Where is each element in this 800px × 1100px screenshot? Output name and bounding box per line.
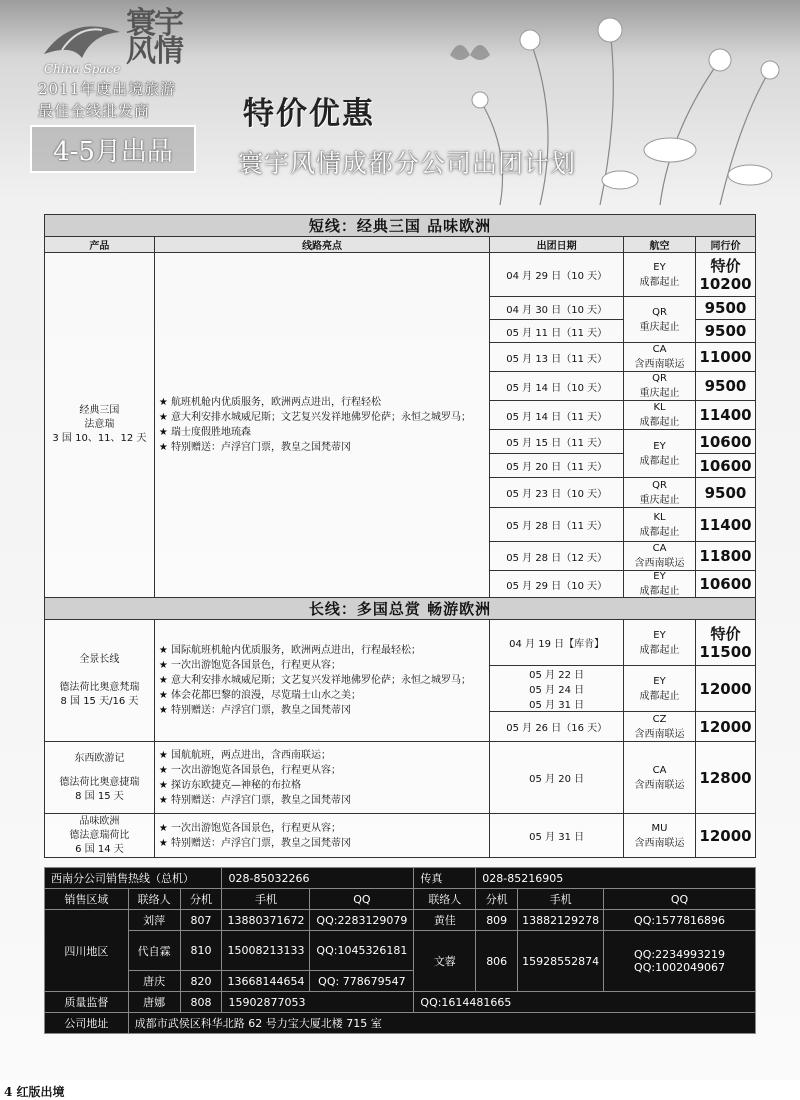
logo [30, 6, 200, 82]
airline: EY 成都起止 [624, 620, 696, 666]
airline: CA 含西南联运 [624, 343, 696, 372]
departure-date: 05 月 23 日（10 天） [490, 478, 624, 508]
header [0, 0, 800, 205]
airline: KL 成都起止 [624, 508, 696, 542]
price: 11400 [695, 508, 755, 542]
col-price: 同行价 [695, 237, 755, 253]
long-product-3: 品味欧洲 德法意瑞荷比 6 国 14 天 [45, 814, 155, 858]
contact-qq: QQ: 778679547 [310, 971, 414, 992]
logo-english: China Space [44, 62, 121, 76]
departure-date: 05 月 28 日（11 天） [490, 508, 624, 542]
hotline-number[interactable]: 028-85032266 [222, 868, 414, 889]
contact-qq: QQ:1045326181 [310, 931, 414, 971]
price: 特价 11500 [695, 620, 755, 666]
page-subtitle: 寰宇风情成都分公司出团计划 [238, 149, 577, 178]
fax-number: 028-85216905 [476, 868, 756, 889]
long-highlights-3: ★ 一次出游饱览各国景色，行程更从容； ★ 特别赠送：卢浮宫门票，教皇之国梵蒂冈 [154, 814, 489, 858]
header-cell: 分机 [180, 889, 222, 910]
contact-ext: 820 [180, 971, 222, 992]
contact-mobile[interactable]: 15008213133 [222, 931, 310, 971]
contact-name: 刘萍 [128, 910, 180, 931]
contact-ext: 806 [476, 931, 518, 992]
departure-date: 04 月 19 日【库肯】 [490, 620, 624, 666]
airline: MU 含西南联运 [624, 814, 696, 858]
departure-date: 04 月 29 日（10 天） [490, 253, 624, 297]
short-product: 经典三国 法意瑞 3 国 10、11、12 天 [45, 253, 155, 598]
qc-name: 唐娜 [128, 992, 180, 1013]
contact-qq: QQ:1577816896 [604, 910, 756, 931]
tagline-2: 最佳全线批发商 [38, 102, 151, 120]
header-cell: 手机 [222, 889, 310, 910]
departure-date: 05 月 11 日（11 天） [490, 320, 624, 343]
price: 11800 [695, 542, 755, 571]
region: 四川地区 [45, 910, 129, 992]
departure-date: 05 月 13 日（11 天） [490, 343, 624, 372]
long-highlights-2: ★ 国航航班，两点进出，含西南联运； ★ 一次出游饱览各国景色，行程更从容； ★ 探访东欧捷克—神秘的布拉格 ★ 特别赠送：卢浮宫门票，教皇之国梵蒂冈 [154, 742, 489, 814]
price: 12000 [695, 814, 755, 858]
col-airline: 航空 [624, 237, 696, 253]
long-product-2: 东西欧游记 德法荷比奥意捷瑞 8 国 15 天 [45, 742, 155, 814]
price: 9500 [695, 320, 755, 343]
col-product: 产品 [45, 237, 155, 253]
col-highlights: 线路亮点 [154, 237, 489, 253]
price: 10600 [695, 571, 755, 598]
price: 11000 [695, 343, 755, 372]
col-date: 出团日期 [490, 237, 624, 253]
header-cell: 分机 [476, 889, 518, 910]
departure-date: 05 月 26 日（16 天） [490, 712, 624, 742]
departure-date: 05 月 20 日（11 天） [490, 454, 624, 478]
address: 成都市武侯区科华北路 62 号力宝大厦北楼 715 室 [128, 1013, 755, 1034]
price: 10600 [695, 454, 755, 478]
qc-label: 质量监督 [45, 992, 129, 1013]
departure-date: 05 月 22 日 05 月 24 日 05 月 31 日 [490, 666, 624, 712]
airline: EY 成都起止 [624, 430, 696, 478]
contact-ext: 807 [180, 910, 222, 931]
tagline-1: 2011年度出境旅游 [38, 80, 177, 98]
contact-ext: 809 [476, 910, 518, 931]
long-section-title: 长线：多国总赏 畅游欧洲 [45, 598, 756, 620]
short-highlights: ★ 航班机舱内优质服务，欧洲两点进出，行程轻松 ★ 意大利安排水城威尼斯；文艺复兴发祥地佛罗伦萨；永恒之城罗马； ★ 瑞士度假胜地琉森 ★ 特别赠送：卢浮宫门票，教皇之国梵蒂冈 [154, 253, 489, 598]
price: 10600 [695, 430, 755, 454]
contact-table [44, 867, 756, 1034]
contact-name: 黄佳 [414, 910, 476, 931]
contact-qq: QQ:2234993219 QQ:1002049067 [604, 931, 756, 992]
departure-date: 05 月 14 日（10 天） [490, 372, 624, 401]
header-cell: 联络人 [128, 889, 180, 910]
contact-qq: QQ:2283129079 [310, 910, 414, 931]
departure-date: 05 月 29 日（10 天） [490, 571, 624, 598]
price: 9500 [695, 372, 755, 401]
header-cell: 销售区域 [45, 889, 129, 910]
long-highlights-1: ★ 国际航班机舱内优质服务，欧洲两点进出，行程最轻松； ★ 一次出游饱览各国景色，行程更从容； ★ 意大利安排水城威尼斯；文艺复兴发祥地佛罗伦萨；永恒之城罗马； ★ 体会花都巴黎的浪漫，尽览瑞士山水之美； ★ 特别赠送：卢浮宫门票，教皇之国梵蒂冈 [154, 620, 489, 742]
price: 9500 [695, 478, 755, 508]
contact-name: 文蓉 [414, 931, 476, 992]
header-cell: 手机 [518, 889, 604, 910]
departure-date: 05 月 31 日 [490, 814, 624, 858]
departure-date: 05 月 14 日（11 天） [490, 401, 624, 430]
contact-name: 代自霖 [128, 931, 180, 971]
qc-mobile[interactable]: 15902877053 [222, 992, 414, 1013]
contact-mobile[interactable]: 13668144654 [222, 971, 310, 992]
header-cell: 联络人 [414, 889, 476, 910]
qc-qq: QQ:1614481665 [414, 992, 756, 1013]
departure-date: 05 月 15 日（11 天） [490, 430, 624, 454]
departure-date: 05 月 28 日（12 天） [490, 542, 624, 571]
price: 12000 [695, 666, 755, 712]
airline: EY 成都起止 [624, 571, 696, 598]
price: 12800 [695, 742, 755, 814]
hotline-label: 西南分公司销售热线（总机） [45, 868, 222, 889]
price: 12000 [695, 712, 755, 742]
price: 特价 10200 [695, 253, 755, 297]
airline: CA 含西南联运 [624, 742, 696, 814]
long-product-1: 全景长线 德法荷比奥意梵瑞 8 国 15 天/16 天 [45, 620, 155, 742]
address-label: 公司地址 [45, 1013, 129, 1034]
airline: QR 重庆起止 [624, 478, 696, 508]
airline: CA 含西南联运 [624, 542, 696, 571]
qc-ext: 808 [180, 992, 222, 1013]
logo-bird-icon [42, 14, 122, 62]
departure-date: 05 月 20 日 [490, 742, 624, 814]
airline: KL 成都起止 [624, 401, 696, 430]
airline: CZ 含西南联运 [624, 712, 696, 742]
contact-mobile[interactable]: 15928552874 [518, 931, 604, 992]
airline: QR 重庆起止 [624, 297, 696, 343]
header-cell: QQ [310, 889, 414, 910]
departure-date: 04 月 30 日（10 天） [490, 297, 624, 320]
airline: QR 重庆起止 [624, 372, 696, 401]
month-badge: 4-5月出品 [30, 125, 196, 173]
short-section-title: 短线：经典三国 品味欧洲 [45, 215, 756, 237]
logo-text: 寰宇风情 [126, 6, 182, 69]
fax-label: 传真 [414, 868, 476, 889]
footer: 4 红版出境 [4, 1085, 65, 1099]
contact-name: 唐庆 [128, 971, 180, 992]
tour-table [44, 214, 756, 858]
airline: EY 成都起止 [624, 253, 696, 297]
header-cell: QQ [604, 889, 756, 910]
price: 11400 [695, 401, 755, 430]
contact-mobile[interactable]: 13880371672 [222, 910, 310, 931]
airline: EY 成都起止 [624, 666, 696, 712]
price: 9500 [695, 297, 755, 320]
contact-mobile[interactable]: 13882129278 [518, 910, 604, 931]
special-offer-title: 特价优惠 [243, 96, 375, 132]
contact-ext: 810 [180, 931, 222, 971]
